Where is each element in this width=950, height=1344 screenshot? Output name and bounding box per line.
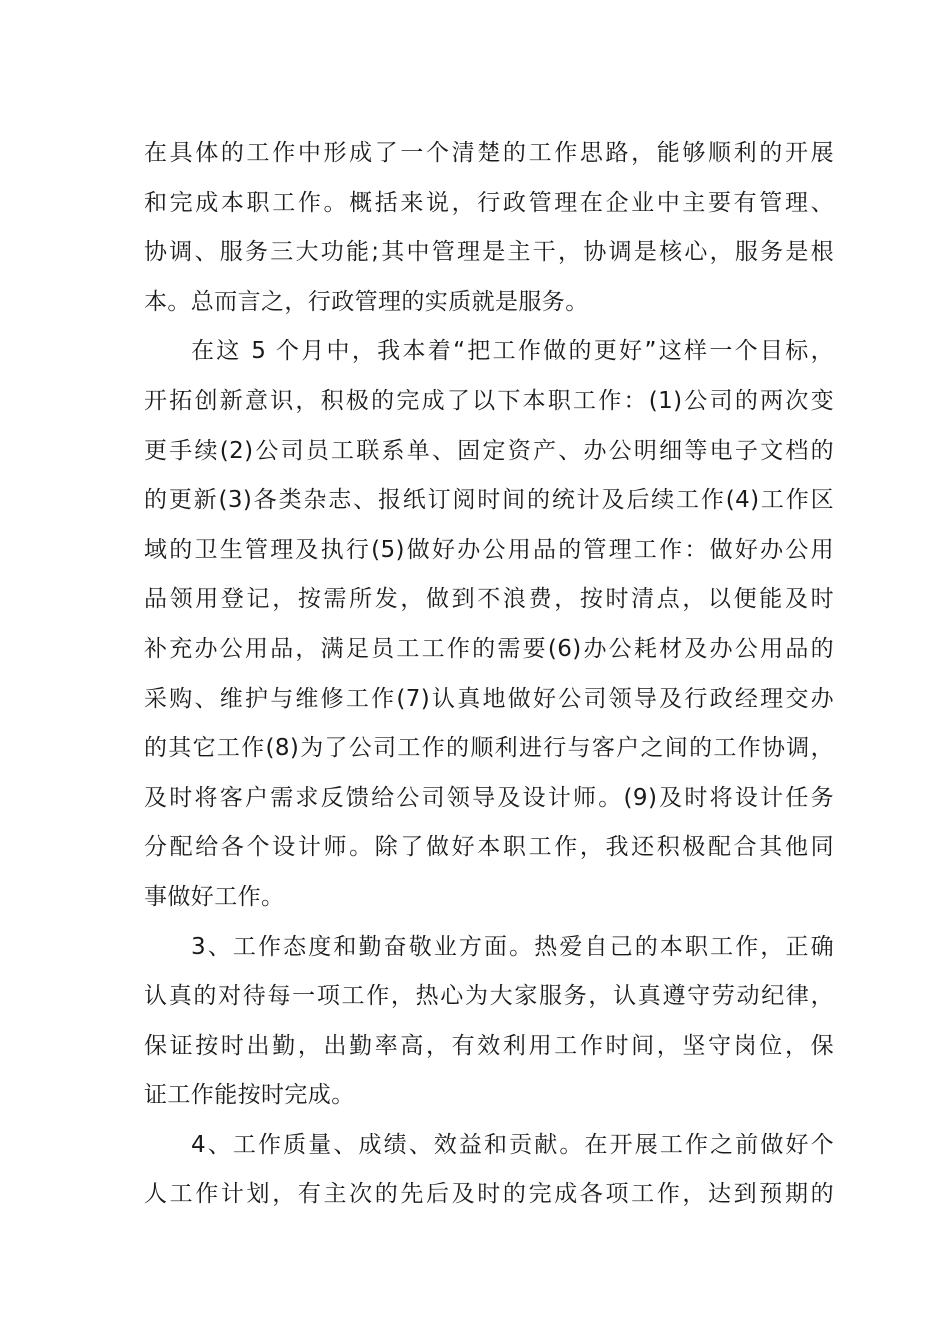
text-line: 及时将客户需求反馈给公司领导及设计师。(9)及时将设计任务 (144, 784, 834, 811)
text-line: 补充办公用品，满足员工工作的需要(6)办公耗材及办公用品的 (144, 635, 834, 662)
text-line: 保证按时出勤，出勤率高，有效利用工作时间，坚守岗位，保 (144, 1032, 834, 1059)
text-line: 在具体的工作中形成了一个清楚的工作思路，能够顺利的开展 (144, 140, 834, 166)
text-line: 更手续(2)公司员工联系单、固定资产、办公明细等电子文档的 (144, 437, 834, 464)
text-line: 采购、维护与维修工作(7)认真地做好公司领导及行政经理交办 (144, 685, 834, 712)
text-line: 4、工作质量、成绩、效益和贡献。在开展工作之前做好个 (191, 1131, 834, 1158)
text-line: 品领用登记，按需所发，做到不浪费，按时清点，以便能及时 (144, 586, 834, 613)
text-line: 的其它工作(8)为了公司工作的顺利进行与客户之间的工作协调， (144, 735, 834, 762)
text-line: 3、工作态度和勤奋敬业方面。热爱自己的本职工作，正确 (191, 933, 834, 960)
document-body (144, 129, 834, 1220)
text-line: 在这 5 个月中，我本着“把工作做的更好”这样一个目标， (191, 338, 834, 365)
text-line: 开拓创新意识，积极的完成了以下本职工作：(1)公司的两次变 (144, 387, 834, 414)
text-line: 协调、服务三大功能;其中管理是主干，协调是核心，服务是根 (144, 239, 834, 266)
text-line: 域的卫生管理及执行(5)做好办公用品的管理工作：做好办公用 (144, 536, 834, 563)
text-line: 分配给各个设计师。除了做好本职工作，我还积极配合其他同 (144, 834, 834, 861)
text-line: 认真的对待每一项工作，热心为大家服务，认真遵守劳动纪律， (144, 983, 834, 1010)
text-line: 的更新(3)各类杂志、报纸订阅时间的统计及后续工作(4)工作区 (144, 487, 834, 514)
text-line: 和完成本职工作。概括来说，行政管理在企业中主要有管理、 (144, 189, 834, 216)
text-line: 证工作能按时完成。 (144, 1082, 355, 1109)
text-line: 本。总而言之，行政管理的实质就是服务。 (144, 288, 589, 315)
text-line: 人工作计划，有主次的先后及时的完成各项工作，达到预期的 (144, 1181, 834, 1208)
text-line: 事做好工作。 (144, 883, 285, 910)
